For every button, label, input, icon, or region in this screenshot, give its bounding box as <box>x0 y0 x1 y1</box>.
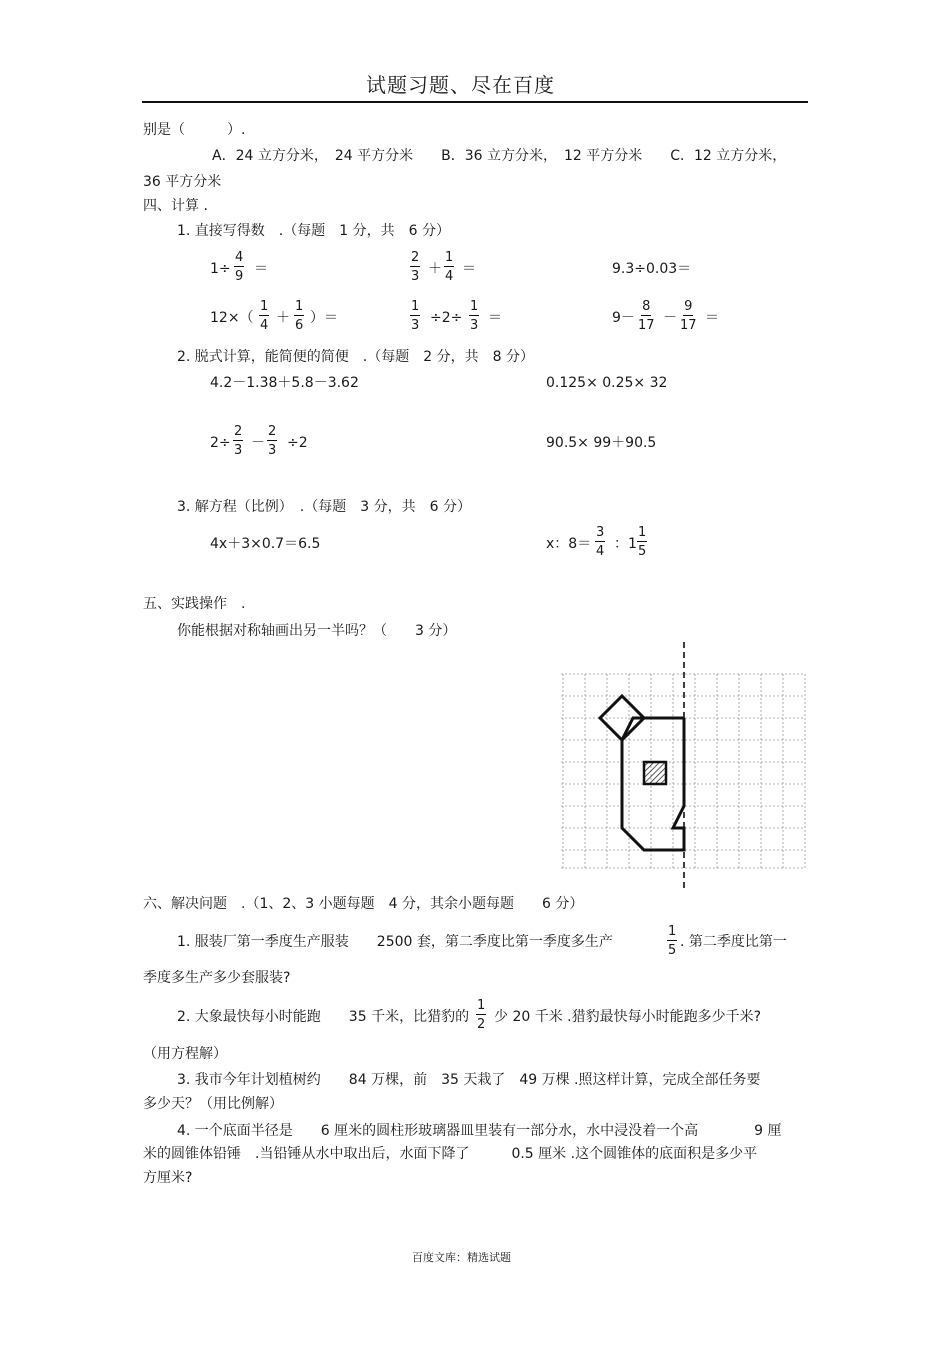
problem-3-line-2: 多少天？（用比例解） <box>143 1096 283 1112</box>
q1-expr6-operator: － <box>663 310 677 326</box>
q2-expr1: 4.2－1.38＋5.8－3.62 <box>210 375 359 391</box>
q1-expr4-fraction-2 <box>294 300 304 332</box>
page-title: 试题习题、尽在百度 <box>366 73 555 97</box>
problem-3-line-1: 3. 我市今年计划植树约 84 万棵，前 35 天栽了 49 万棵 .照这样计算，完成全部任务要 <box>177 1072 761 1088</box>
q2-expr3-fraction-2 <box>267 425 277 457</box>
q3-label: 3. 解方程（比例） .（每题 3 分，共 6 分） <box>177 499 471 515</box>
q3-expr1: 4x＋3×0.7＝6.5 <box>210 536 321 552</box>
q1-expr2-operator: ＋ <box>428 261 442 277</box>
q1-expr1-prefix: 1÷ <box>210 261 231 277</box>
q2-label: 2. 脱式计算，能简便的简便 .（每题 2 分，共 8 分） <box>177 349 534 365</box>
denominator: 6 <box>295 318 304 333</box>
q1-expr6-equals: ＝ <box>705 310 719 326</box>
q1-expr1-equals: ＝ <box>254 261 268 277</box>
numerator: 1 <box>260 299 269 314</box>
prev-options-line: A．24 立方分米， 24 平方分米 B．36 立方分米， 12 平方分米 C．12 立方分米， <box>212 148 787 164</box>
denominator: 3 <box>234 443 243 458</box>
q1-label: 1. 直接写得数 .（每题 1 分，共 6 分） <box>177 223 450 239</box>
denominator: 4 <box>445 269 454 284</box>
symmetry-grid-figure <box>555 640 815 890</box>
numerator: 3 <box>596 525 605 540</box>
q1-expr4-operator: ＋ <box>276 310 290 326</box>
numerator: 8 <box>642 299 651 314</box>
prev-question-tail: 别是（ ）. <box>143 122 246 138</box>
page-footer: 百度文库：精选试题 <box>412 1251 511 1264</box>
q1-expr6-fraction-1 <box>638 300 655 332</box>
denominator: 3 <box>470 318 479 333</box>
denominator: 3 <box>411 318 420 333</box>
denominator: 4 <box>260 318 269 333</box>
numerator: 9 <box>684 299 693 314</box>
q1-expr4-prefix: 12×（ <box>210 310 254 326</box>
section-6-heading: 六、解决问题 .（1、2、3 小题每题 4 分，其余小题每题 6 分） <box>143 896 584 912</box>
problem-1-fraction <box>667 925 677 957</box>
q1-expr1-fraction <box>234 251 244 283</box>
problem-2-text-b: 少 20 千米 .猎豹最快每小时能跑多少千米? <box>494 1009 762 1025</box>
q3-expr2-prefix: x：8＝ <box>546 536 592 552</box>
denominator: 3 <box>411 269 420 284</box>
denominator: 17 <box>638 318 655 333</box>
problem-1-text-a: 1. 服装厂第一季度生产服装 2500 套，第二季度比第一季度多生产 <box>177 934 613 950</box>
problem-2-text-a: 2. 大象最快每小时能跑 35 千米，比猎豹的 <box>177 1009 470 1025</box>
numerator: 1 <box>411 299 420 314</box>
denominator: 9 <box>235 269 244 284</box>
header-rule <box>142 101 808 103</box>
q2-expr3-operator: － <box>251 435 265 451</box>
q1-expr5-operator: ÷2÷ <box>430 310 463 326</box>
q3-expr2-mixed-fraction <box>637 526 647 558</box>
problem-4-line-1: 4. 一个底面半径是 6 厘米的圆柱形玻璃器皿里装有一部分水，水中浸没着一个高 9 厘 <box>177 1123 782 1139</box>
numerator: 4 <box>235 250 244 265</box>
q3-expr2-ratio: ：1 <box>614 536 637 552</box>
numerator: 1 <box>295 299 304 314</box>
problem-4-line-2: 米的圆锥体铅锤 .当铅锤从水中取出后，水面下降了 0.5 厘米 .这个圆锥体的底面积是多少平 <box>143 1146 758 1162</box>
denominator: 5 <box>638 544 647 559</box>
symmetry-question: 你能根据对称轴画出另一半吗？（ 3 分） <box>177 623 457 639</box>
q1-expr3: 9.3÷0.03＝ <box>612 261 692 277</box>
q3-expr2-fraction <box>595 526 605 558</box>
denominator: 4 <box>596 544 605 559</box>
numerator: 2 <box>234 424 243 439</box>
problem-1-text-c: 季度多生产多少套服装? <box>143 970 291 986</box>
q2-expr3-fraction-1 <box>233 425 243 457</box>
numerator: 1 <box>638 525 647 540</box>
problem-2-fraction <box>476 999 486 1031</box>
numerator: 2 <box>411 250 420 265</box>
problem-4-line-3: 方厘米? <box>143 1170 193 1186</box>
numerator: 1 <box>668 924 677 939</box>
denominator: 5 <box>668 943 677 958</box>
section-4-heading: 四、计算 . <box>143 198 208 214</box>
denominator: 2 <box>477 1017 486 1032</box>
q1-expr6-prefix: 9－ <box>612 310 635 326</box>
denominator: 17 <box>680 318 697 333</box>
q1-expr2-fraction-1 <box>410 251 420 283</box>
q1-expr5-equals: ＝ <box>488 310 502 326</box>
problem-2-text-c: （用方程解） <box>143 1046 227 1062</box>
q1-expr4-suffix: ）＝ <box>310 310 338 326</box>
prev-options-line2: 36 平方分米 <box>143 174 222 190</box>
section-5-heading: 五、实践操作 . <box>143 596 246 612</box>
q1-expr2-fraction-2 <box>444 251 454 283</box>
q2-expr2: 0.125× 0.25× 32 <box>546 375 668 391</box>
denominator: 3 <box>268 443 277 458</box>
numerator: 1 <box>470 299 479 314</box>
q1-expr4-fraction-1 <box>259 300 269 332</box>
q2-expr3-suffix: ÷2 <box>287 435 308 451</box>
q2-expr3-prefix: 2÷ <box>210 435 231 451</box>
q1-expr2-equals: ＝ <box>462 261 476 277</box>
problem-1-text-b: . 第二季度比第一 <box>680 934 787 950</box>
numerator: 1 <box>477 998 486 1013</box>
q2-expr4: 90.5× 99＋90.5 <box>546 435 657 451</box>
q1-expr5-fraction-1 <box>410 300 420 332</box>
q1-expr5-fraction-2 <box>469 300 479 332</box>
numerator: 2 <box>268 424 277 439</box>
q1-expr6-fraction-2 <box>680 300 697 332</box>
hatched-square <box>644 762 666 784</box>
numerator: 1 <box>445 250 454 265</box>
